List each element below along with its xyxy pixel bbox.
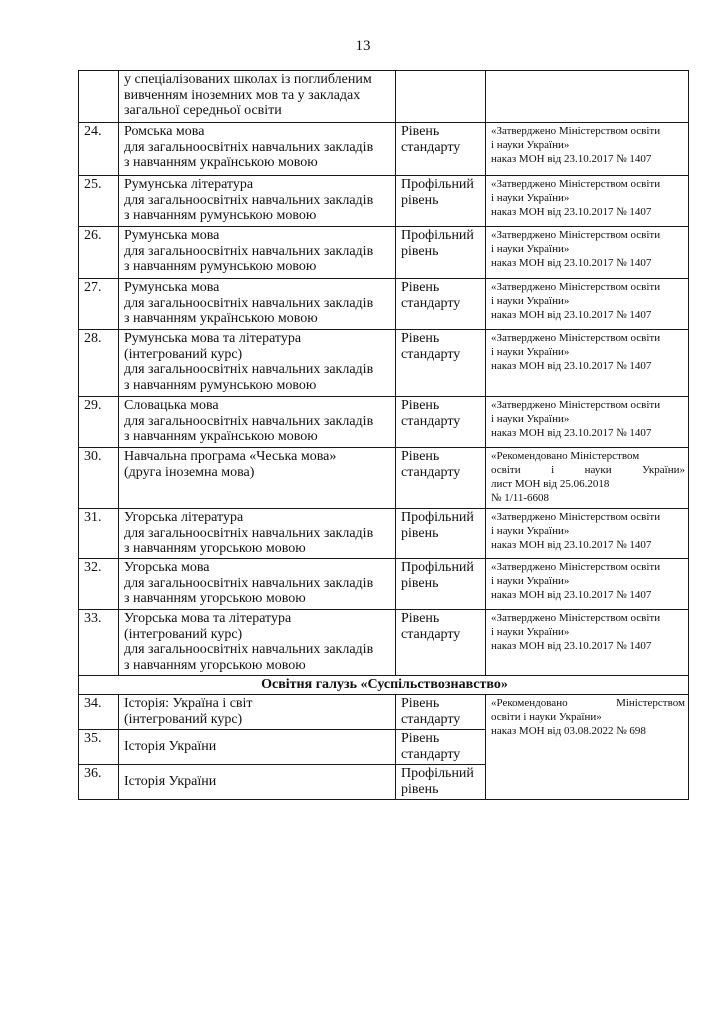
level-cell xyxy=(396,397,486,448)
approval-cell xyxy=(486,397,689,448)
program-name-cell xyxy=(119,71,396,123)
program-name-line: для загальноосвітніх навчальних закладів xyxy=(124,139,374,155)
row-number-cell: 36. xyxy=(79,765,119,800)
level-cell xyxy=(396,71,486,123)
approval-line: «Затверджено Міністерством освіти xyxy=(491,281,661,293)
program-name-cell xyxy=(119,123,396,176)
approval-line: «Затверджено Міністерством освіти xyxy=(491,612,661,624)
level-line: стандарту xyxy=(401,347,461,362)
level-line: рівень xyxy=(401,193,439,208)
level-line: рівень xyxy=(401,526,439,541)
approval-line: освіти і науки України» xyxy=(491,711,602,723)
approval-line: наказ МОН від 23.10.2017 № 1407 xyxy=(491,539,652,551)
program-name-line: Ромська мова xyxy=(124,124,205,139)
section-row xyxy=(79,676,689,695)
level-cell xyxy=(396,448,486,509)
program-name-line: для загальноосвітніх навчальних закладів xyxy=(124,243,374,259)
table-row xyxy=(79,448,689,509)
row-number-cell: 32. xyxy=(79,559,119,610)
approval-cell xyxy=(486,559,689,610)
level-line: Профільний xyxy=(401,177,474,192)
program-name-line: для загальноосвітніх навчальних закладів xyxy=(124,642,374,657)
table-row xyxy=(79,397,689,448)
approval-line: «Затверджено Міністерством освіти xyxy=(491,561,661,573)
program-name-cell xyxy=(119,279,396,330)
row-number-cell: 27. xyxy=(79,279,119,330)
table-row xyxy=(79,610,689,676)
approval-line: і науки України» xyxy=(491,626,570,638)
approval-line: «Затверджено Міністерством освіти xyxy=(491,332,661,344)
level-line: Рівень xyxy=(401,611,440,626)
approval-line: і науки України» xyxy=(491,139,570,151)
programs-table-body xyxy=(79,71,689,800)
program-name-line: (інтегрований курс) xyxy=(124,346,243,362)
level-line: рівень xyxy=(401,576,439,591)
level-line: стандарту xyxy=(401,140,461,155)
row-number-cell: 31. xyxy=(79,509,119,559)
row-number-cell: 28. xyxy=(79,330,119,397)
approval-line: і науки України» xyxy=(491,295,570,307)
table-row-continuation xyxy=(79,71,689,123)
level-line: Профільний xyxy=(401,510,474,525)
program-name-cell xyxy=(119,330,396,397)
level-cell xyxy=(396,559,486,610)
table-row xyxy=(79,123,689,176)
program-name-line: Угорська література xyxy=(124,510,244,525)
program-name-line: для загальноосвітніх навчальних закладів xyxy=(124,362,374,377)
approval-line: лист МОН від 25.06.2018 xyxy=(491,478,610,490)
program-name-line: (друга іноземна мова) xyxy=(124,464,255,480)
table-row xyxy=(79,227,689,279)
approval-line: «Затверджено Міністерством освіти xyxy=(491,399,661,411)
row-number-cell: 29. xyxy=(79,397,119,448)
approval-cell xyxy=(486,448,689,509)
page-number: 13 xyxy=(355,38,371,54)
program-name-line: Навчальна програма «Чеська мова» xyxy=(124,449,337,464)
approval-line: і науки України» xyxy=(491,192,570,204)
approval-line: наказ МОН від 23.10.2017 № 1407 xyxy=(491,640,652,652)
level-line: рівень xyxy=(401,782,439,797)
table-row xyxy=(79,279,689,330)
table-row xyxy=(79,559,689,610)
level-cell xyxy=(396,330,486,397)
programs-table xyxy=(78,70,689,800)
row-number-cell xyxy=(79,71,119,123)
level-cell xyxy=(396,765,486,800)
table-row xyxy=(79,695,689,730)
program-name-line: з навчанням українською мовою xyxy=(124,429,318,444)
approval-cell xyxy=(486,123,689,176)
program-name-line: для загальноосвітніх навчальних закладів xyxy=(124,192,374,208)
table-row xyxy=(79,176,689,227)
program-name-cell xyxy=(119,610,396,676)
table-row xyxy=(79,330,689,397)
level-line: Рівень xyxy=(401,398,440,413)
program-name-line: загальної середньої освіти xyxy=(124,103,282,118)
program-name-line: Словацька мова xyxy=(124,398,219,413)
approval-cell xyxy=(486,695,689,800)
approval-cell xyxy=(486,279,689,330)
program-name-line: з навчанням угорською мовою xyxy=(124,657,306,673)
program-name-line: для загальноосвітніх навчальних закладів xyxy=(124,413,374,429)
program-name-line: Історія України xyxy=(124,774,217,790)
level-line: Профільний xyxy=(401,766,474,781)
program-name-cell xyxy=(119,559,396,610)
approval-line: і науки України» xyxy=(491,346,570,358)
program-name-cell xyxy=(119,448,396,509)
approval-line: «Рекомендовано Міністерством xyxy=(491,697,685,709)
level-line: Профільний xyxy=(401,228,474,243)
approval-line: освіти і науки України» xyxy=(491,464,685,476)
approval-line: наказ МОН від 23.10.2017 № 1407 xyxy=(491,206,652,218)
level-line: Рівень xyxy=(401,331,440,346)
approval-line: і науки України» xyxy=(491,243,570,255)
program-name-line: з навчанням українською мовою xyxy=(124,311,318,326)
level-line: стандарту xyxy=(401,414,461,429)
level-line: Рівень xyxy=(401,449,440,464)
level-line: стандарту xyxy=(401,465,461,480)
approval-cell xyxy=(486,176,689,227)
row-number-cell: 26. xyxy=(79,227,119,279)
level-cell xyxy=(396,730,486,765)
approval-line: наказ МОН від 23.10.2017 № 1407 xyxy=(491,589,652,601)
program-name-line: Румунська мова та література xyxy=(124,331,302,346)
program-name-line: Румунська мова xyxy=(124,228,220,243)
program-name-line: Історія: Україна і світ xyxy=(124,696,253,711)
approval-cell xyxy=(486,610,689,676)
approval-line: і науки України» xyxy=(491,413,570,425)
program-name-cell xyxy=(119,397,396,448)
level-line: Рівень xyxy=(401,280,440,295)
approval-cell xyxy=(486,330,689,397)
program-name-cell xyxy=(119,695,396,730)
approval-line: наказ МОН від 23.10.2017 № 1407 xyxy=(491,153,652,165)
table-row xyxy=(79,509,689,559)
level-cell xyxy=(396,610,486,676)
program-name-line: Історія України xyxy=(124,739,217,755)
program-name-line: вивченням іноземних мов та у закладах xyxy=(124,87,361,103)
row-number-cell: 30. xyxy=(79,448,119,509)
program-name-line: для загальноосвітніх навчальних закладів xyxy=(124,525,374,541)
approval-line: і науки України» xyxy=(491,525,570,537)
approval-line: «Затверджено Міністерством освіти xyxy=(491,178,661,190)
approval-line: наказ МОН від 23.10.2017 № 1407 xyxy=(491,257,652,269)
approval-line: наказ МОН від 03.08.2022 № 698 xyxy=(491,725,646,737)
program-name-line: з навчанням угорською мовою xyxy=(124,541,306,556)
program-name-cell xyxy=(119,176,396,227)
program-name-line: для загальноосвітніх навчальних закладів xyxy=(124,295,374,311)
level-line: Профільний xyxy=(401,560,474,575)
program-name-cell xyxy=(119,765,396,800)
level-line: стандарту xyxy=(401,712,461,727)
level-cell xyxy=(396,227,486,279)
level-line: рівень xyxy=(401,244,439,259)
row-number-cell: 34. xyxy=(79,695,119,730)
level-line: стандарту xyxy=(401,747,461,762)
program-name-line: Румунська мова xyxy=(124,280,220,295)
approval-cell xyxy=(486,509,689,559)
level-line: стандарту xyxy=(401,296,461,311)
program-name-line: з навчанням румунською мовою xyxy=(124,377,317,393)
level-line: Рівень xyxy=(401,124,440,139)
approval-cell xyxy=(486,227,689,279)
level-line: Рівень xyxy=(401,731,440,746)
row-number-cell: 35. xyxy=(79,730,119,765)
program-name-line: з навчанням угорською мовою xyxy=(124,591,306,606)
level-line: Рівень xyxy=(401,696,440,711)
program-name-line: Угорська мова xyxy=(124,560,210,575)
approval-line: «Затверджено Міністерством освіти xyxy=(491,229,661,241)
section-title: Освітня галузь «Суспільствознавство» xyxy=(79,676,689,695)
row-number-cell: 33. xyxy=(79,610,119,676)
program-name-line: у спеціалізованих школах із поглибленим xyxy=(124,72,372,87)
program-name-line: для загальноосвітніх навчальних закладів xyxy=(124,575,374,591)
approval-line: і науки України» xyxy=(491,575,570,587)
level-cell xyxy=(396,279,486,330)
level-cell xyxy=(396,176,486,227)
approval-line: «Затверджено Міністерством освіти xyxy=(491,511,661,523)
approval-line: наказ МОН від 23.10.2017 № 1407 xyxy=(491,360,652,372)
program-name-line: Румунська література xyxy=(124,177,254,192)
program-name-line: (інтегрований курс) xyxy=(124,626,243,642)
approval-line: «Затверджено Міністерством освіти xyxy=(491,125,661,137)
program-name-cell xyxy=(119,227,396,279)
program-name-line: з навчанням українською мовою xyxy=(124,155,318,170)
row-number-cell: 25. xyxy=(79,176,119,227)
approval-line: наказ МОН від 23.10.2017 № 1407 xyxy=(491,427,652,439)
program-name-cell xyxy=(119,509,396,559)
program-name-line: Угорська мова та література xyxy=(124,611,292,626)
approval-line: наказ МОН від 23.10.2017 № 1407 xyxy=(491,309,652,321)
level-cell xyxy=(396,123,486,176)
approval-line: «Рекомендовано Міністерством xyxy=(491,450,640,462)
approval-line: № 1/11-6608 xyxy=(491,492,550,504)
program-name-cell xyxy=(119,730,396,765)
program-name-line: (інтегрований курс) xyxy=(124,711,243,727)
level-cell xyxy=(396,509,486,559)
program-name-line: з навчанням румунською мовою xyxy=(124,259,317,274)
program-name-line: з навчанням румунською мовою xyxy=(124,208,317,223)
approval-cell xyxy=(486,71,689,123)
row-number-cell: 24. xyxy=(79,123,119,176)
level-line: стандарту xyxy=(401,627,461,642)
level-cell xyxy=(396,695,486,730)
